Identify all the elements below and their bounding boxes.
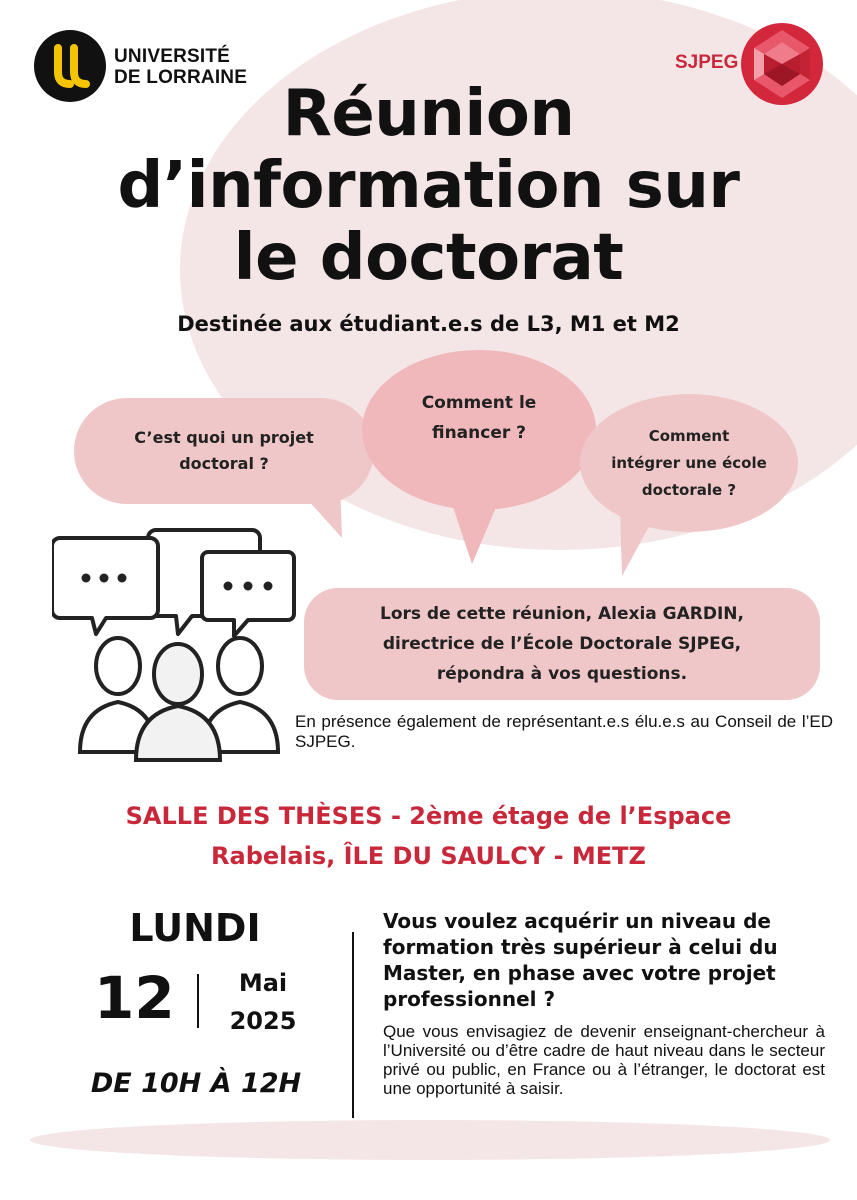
date-separator (197, 974, 199, 1028)
announcement-line1: Lors de cette réunion, Alexia GARDIN, (380, 604, 744, 624)
event-weekday: LUNDI (129, 906, 261, 950)
background-ellipse-bottom (30, 1120, 830, 1160)
title-line3: le doctorat (233, 221, 624, 295)
people-discussion-icon (52, 526, 296, 762)
title-line2: d’information sur (117, 149, 740, 223)
announcement-line2: directrice de l’École Doctorale SJPEG, (382, 634, 742, 654)
q2-line2: financer ? (431, 423, 527, 443)
event-location (0, 796, 857, 876)
sjpeg-label: SJPEG (675, 52, 739, 73)
q1-line2: doctoral ? (179, 454, 269, 473)
location-line2: Rabelais, ÎLE DU SAULCY - METZ (211, 842, 646, 870)
location-line1: SALLE DES THÈSES - 2ème étage de l’Espace (125, 802, 732, 830)
pitch-body: Que vous envisagiez de devenir enseignant-chercheur à l’Université ou d’être cadre de haut niveau dans le secteur privé ou public, en France ou à l’étranger, le doctorat est une opportunité à saisir. (383, 1022, 825, 1098)
q3-line2: intégrer une école (611, 453, 767, 472)
q3-line3: doctorale ? (641, 480, 737, 499)
event-time: DE 10H À 12H (90, 1068, 302, 1099)
q1-line1: C’est quoi un projet (134, 428, 314, 447)
q3-line1: Comment (648, 426, 730, 445)
event-month: Mai (238, 969, 288, 997)
announcement-bubble (304, 588, 820, 700)
event-year: 2025 (229, 1007, 297, 1035)
university-name-line1: UNIVERSITÉ (114, 46, 231, 67)
event-month-year (220, 964, 306, 1040)
title-line1: Réunion (282, 77, 575, 151)
pitch-heading: Vous voulez acquérir un niveau de formation très supérieur à celui du Master, en phase avec votre projet professionnel ? (383, 909, 778, 1011)
event-day: 12 (94, 964, 175, 1032)
vertical-divider (352, 932, 354, 1118)
university-name-line2: DE LORRAINE (114, 67, 248, 88)
q2-line1: Comment le (421, 393, 537, 413)
subtitle: Destinée aux étudiant.e.s de L3, M1 et M2 (177, 312, 680, 336)
question-bubble-ecole (580, 394, 798, 532)
question-bubble-projet (74, 398, 374, 504)
presence-note: En présence également de représentant.e.s élu.e.s au Conseil de l’ED SJPEG. (295, 712, 833, 751)
page-title (0, 78, 857, 294)
announcement-line3: répondra à vos questions. (436, 664, 688, 684)
question-bubble-financer (362, 350, 596, 510)
